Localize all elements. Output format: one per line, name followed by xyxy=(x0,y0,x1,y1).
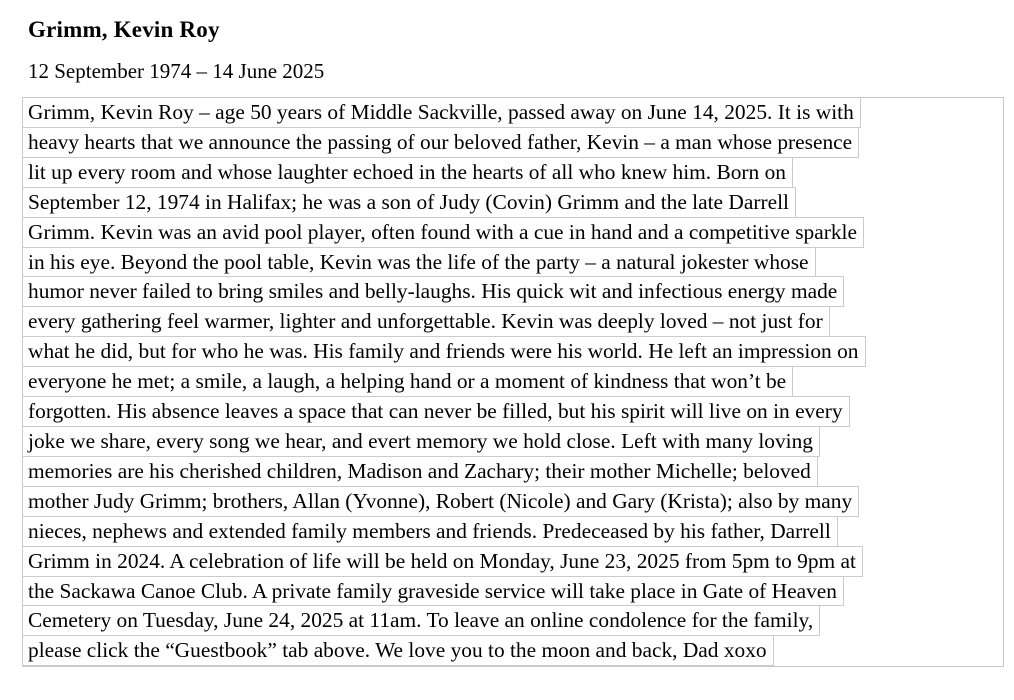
obituary-line: mother Judy Grimm; brothers, Allan (Yvonne), Robert (Nicole) and Gary (Krista); also by many xyxy=(22,486,859,517)
obituary-line: September 12, 1974 in Halifax; he was a son of Judy (Covin) Grimm and the late Darrell xyxy=(22,187,796,218)
obituary-line: in his eye. Beyond the pool table, Kevin was the life of the party – a natural jokester whose xyxy=(22,247,816,278)
obituary-line: Cemetery on Tuesday, June 24, 2025 at 11am. To leave an online condolence for the family, xyxy=(22,605,820,636)
obituary-line: humor never failed to bring smiles and belly-laughs. His quick wit and infectious energy made xyxy=(22,276,844,307)
life-dates: 12 September 1974 – 14 June 2025 xyxy=(28,59,325,83)
obituary-line: every gathering feel warmer, lighter and unforgettable. Kevin was deeply loved – not just for xyxy=(22,306,830,337)
obituary-line: what he did, but for who he was. His family and friends were his world. He left an impression on xyxy=(22,336,866,367)
obituary-line: joke we share, every song we hear, and evert memory we hold close. Left with many loving xyxy=(22,426,820,457)
obituary-text-container xyxy=(22,97,1004,667)
obituary-line: the Sackawa Canoe Club. A private family graveside service will take place in Gate of Heaven xyxy=(22,576,844,607)
obituary-line: everyone he met; a smile, a laugh, a helping hand or a moment of kindness that won’t be xyxy=(22,366,793,397)
obituary-line: Grimm. Kevin was an avid pool player, often found with a cue in hand and a competitive sparkle xyxy=(22,217,864,248)
obituary-line: Grimm in 2024. A celebration of life will be held on Monday, June 23, 2025 from 5pm to 9pm at xyxy=(22,546,863,577)
obituary-line: lit up every room and whose laughter echoed in the hearts of all who knew him. Born on xyxy=(22,157,793,188)
obituary-line: please click the “Guestbook” tab above. We love you to the moon and back, Dad xoxo xyxy=(22,635,774,666)
obituary-line: memories are his cherished children, Madison and Zachary; their mother Michelle; beloved xyxy=(22,456,818,487)
page-title: Grimm, Kevin Roy xyxy=(28,17,220,42)
obituary-line: heavy hearts that we announce the passing of our beloved father, Kevin – a man whose presence xyxy=(22,127,859,158)
obituary-line: nieces, nephews and extended family members and friends. Predeceased by his father, Darrell xyxy=(22,516,838,547)
obituary-line: Grimm, Kevin Roy – age 50 years of Middle Sackville, passed away on June 14, 2025. It is with xyxy=(22,97,861,128)
obituary-line: forgotten. His absence leaves a space that can never be filled, but his spirit will live on in every xyxy=(22,396,850,427)
